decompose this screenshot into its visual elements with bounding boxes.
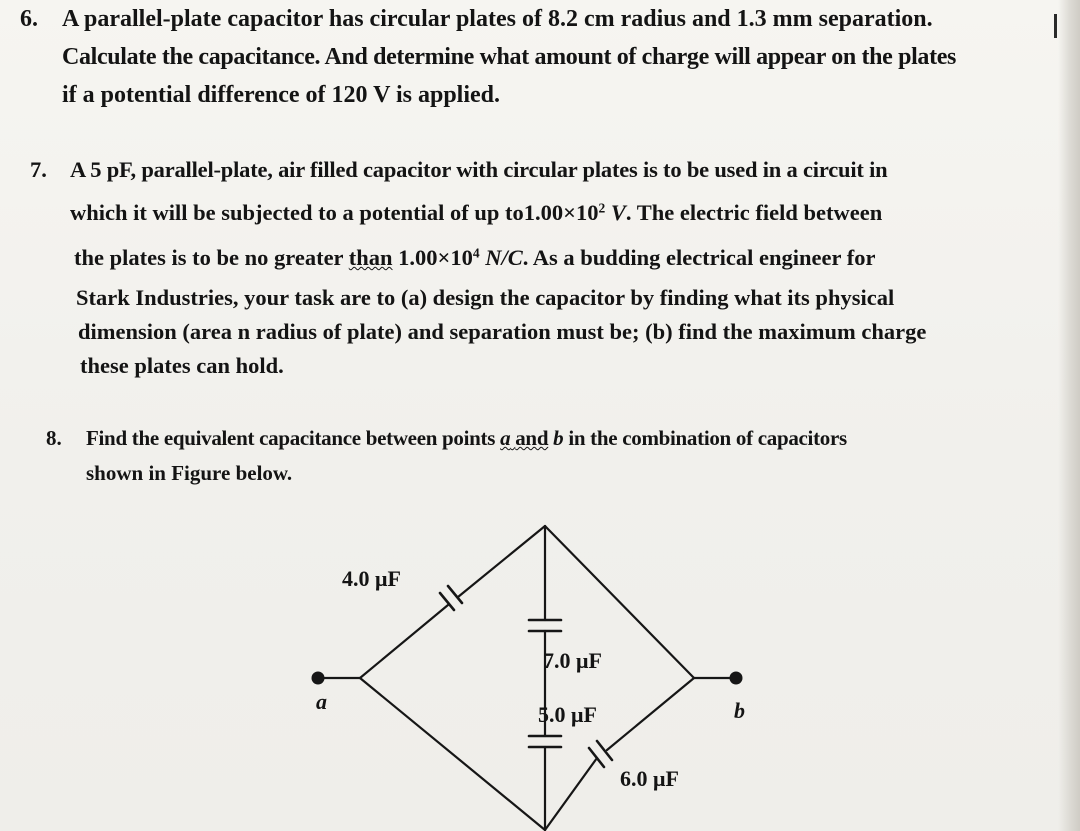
question-7-line-3-text-b: . As a budding electrical engineer for: [522, 245, 876, 270]
question-6-line-1: A parallel-plate capacitor has circular plates of 8.2 cm radius and 1.3 mm separation.: [62, 6, 933, 32]
voltage-unit: V: [610, 200, 626, 225]
point-a-ref: a: [500, 426, 511, 450]
terminal-b-dot: [730, 672, 743, 685]
question-7-line-5: dimension (area n radius of plate) and separation must be; (b) find the maximum charge: [78, 319, 927, 344]
question-6-number: 6.: [20, 6, 38, 32]
question-6-line-2: Calculate the capacitance. And determine what amount of charge will appear on the plates: [62, 44, 957, 70]
wire-lower-right-1: [607, 678, 694, 750]
question-7-line-6: these plates can hold.: [80, 353, 284, 378]
question-7-number: 7.: [30, 157, 47, 182]
capacitor-6uF-plate-1: [597, 741, 612, 760]
node-a-label: a: [316, 689, 327, 714]
node-b-label: b: [734, 698, 745, 723]
capacitor-6uF-label: 6.0 μF: [620, 766, 679, 791]
voltage-value: 1.00×10: [523, 200, 599, 225]
capacitor-4uF-plate-1: [440, 593, 454, 610]
and-word: and: [515, 426, 549, 450]
wire-lower-left: [360, 678, 545, 830]
wire-upper-left-1: [360, 605, 448, 678]
question-7-line-4: Stark Industries, your task are to (a) design the capacitor by finding what its physical: [76, 285, 895, 310]
question-7-line-1: A 5 pF, parallel-plate, air filled capacitor with circular plates is to be used in a circuit in: [70, 157, 888, 182]
question-8-number: 8.: [46, 426, 62, 450]
capacitor-4uF-label: 4.0 μF: [342, 566, 401, 591]
question-8-line-1-text-b: in the combination of capacitors: [568, 426, 847, 450]
voltage-exponent: 2: [598, 200, 606, 216]
capacitor-5uF-label: 5.0 μF: [538, 702, 597, 727]
capacitor-7uF-label: 7.0 μF: [543, 648, 602, 673]
question-7-line-2-text-b: . The electric field between: [625, 200, 883, 225]
point-b-ref: b: [553, 426, 564, 450]
field-unit: N/C: [485, 245, 523, 270]
wire-lower-right-2: [545, 758, 597, 830]
terminal-a-dot: [312, 672, 325, 685]
question-7-line-2-text-a: which it will be subjected to a potential of up to: [70, 200, 524, 225]
question-8-line-2: shown in Figure below.: [86, 461, 293, 485]
question-6-line-3: if a potential difference of 120 V is applied.: [62, 82, 500, 108]
field-value: 1.00×10: [398, 245, 473, 270]
question-8-line-1-text-a: Find the equivalent capacitance between points: [86, 426, 496, 450]
underlined-than: than: [348, 245, 393, 270]
question-7-line-3-text-a: the plates is to be no greater: [74, 245, 344, 270]
wire-upper-left-2: [458, 526, 545, 597]
field-exponent: 4: [472, 245, 480, 261]
